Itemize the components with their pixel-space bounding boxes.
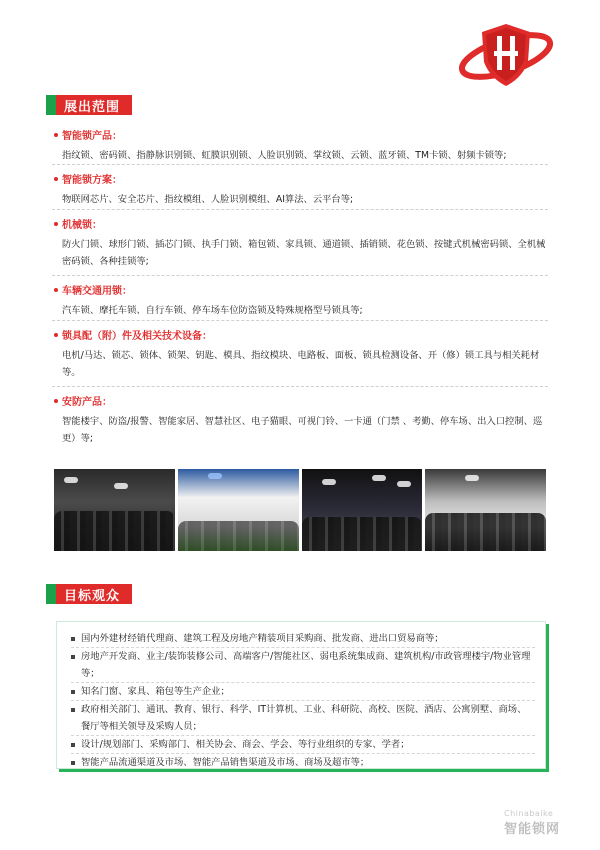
bullet-icon [71,637,75,641]
divider [52,386,548,387]
section-title: 目标观众 [56,584,132,604]
category-security-products [56,393,548,447]
divider [52,275,548,276]
category-title: 智能锁产品： [62,131,122,142]
bullet-icon [54,222,58,226]
category-title: 智能锁方案： [62,175,122,186]
bullet-icon [71,743,75,747]
list-item: 知名门窗、家具、箱包等生产企业； [71,683,535,700]
list-item: 政府相关部门、通讯、教育、银行、科学、IT计算机、工业、科研院、高校、医院、酒店、公寓别墅、商场、餐厅等相关领导及采购人员； [71,701,535,735]
category-title: 安防产品： [62,397,112,408]
category-body: 指纹锁、密码锁、指静脉识别锁、虹膜识别锁、人脸识别锁、掌纹锁、云锁、蓝牙锁、TM卡锁、射频卡锁等; [62,150,507,161]
category-smart-lock-solutions [56,171,548,208]
exhibition-photo-strip [54,469,546,551]
section-title: 展出范围 [56,95,132,115]
category-mechanical-locks [56,216,548,270]
bullet-icon [71,690,75,694]
bullet-icon [71,655,75,659]
audience-list [56,621,546,769]
category-title: 车辆交通用锁： [62,286,132,297]
watermark [504,809,584,837]
category-body: 物联网芯片、安全芯片、指纹模组、人脸识别模组、AI算法、云平台等; [62,194,354,205]
watermark-cn: 智能锁网 [504,822,561,837]
category-body: 智能楼宇、防盗/报警、智能家居、智慧社区、电子猫眼、可视门铃、一卡通（门禁 、考勤、停车场、出入口控制、巡更）等; [62,416,543,444]
bullet-icon [54,399,58,403]
bullet-icon [54,133,58,137]
bullet-icon [71,708,75,712]
category-vehicle-locks [56,282,548,319]
category-smart-lock-products [56,127,548,164]
bullet-icon [54,288,58,292]
category-title: 锁具配（附）件及相关技术设备： [62,331,212,342]
section-header-exhibition [46,95,132,115]
list-item: 智能产品流通渠道及市场、智能产品销售渠道及市场、商场及超市等； [71,754,535,771]
shield-logo-icon [456,18,556,90]
exhibition-photo [178,469,299,551]
divider [52,320,548,321]
category-title: 机械锁： [62,220,102,231]
bullet-icon [54,333,58,337]
watermark-en: Chinabaike [504,809,554,818]
divider [52,164,548,165]
exhibition-photo [425,469,546,551]
exhibition-photo [54,469,175,551]
bullet-icon [71,761,75,765]
bullet-icon [54,177,58,181]
list-item: 设计/规划部门、采购部门、相关协会、商会、学会、等行业组织的专家、学者； [71,736,535,753]
category-body: 电机/马达、锁芯、锁体、锁架、钥匙、模具、指纹模块、电路板、面板、锁具检测设备、开（修）锁工具与相关耗材等。 [62,350,540,378]
list-item: 国内外建材经销代理商、建筑工程及房地产精装项目采购商、批发商、进出口贸易商等； [71,630,535,647]
category-lock-accessories [56,327,548,381]
exhibition-photo [302,469,423,551]
list-item: 房地产开发商、业主/装饰装修公司、高端客户/智能社区、弱电系统集成商、建筑机构/市政管理楼宇/物业管理等； [71,648,535,682]
category-body: 防火门锁、球形门锁、插芯门锁、执手门锁、箱包锁、家具锁、通道锁、插销锁、花色锁、按键式机械密码锁、全机械密码锁、各种挂锁等; [62,239,546,267]
divider [52,209,548,210]
category-body: 汽车锁、摩托车锁、自行车锁、停车场车位防盗锁及特殊规格型号锁具等; [62,305,363,316]
section-header-audience [46,584,132,604]
